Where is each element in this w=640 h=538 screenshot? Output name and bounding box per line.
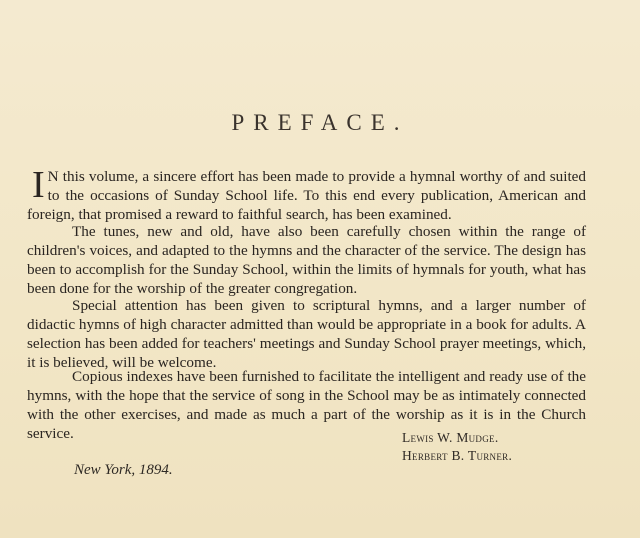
paragraph-4: Copious indexes have been furnished to facilitate the intelligent and ready use of the hymns, with the hope that the service of song in the School may be as intimately connected with the other exercises, and made as much a part of the worship as it is in the Church service. <box>27 368 586 442</box>
paragraph-1 <box>27 164 586 224</box>
place-date: New York, 1894. <box>74 462 173 478</box>
signature-lewis-mudge: Lewis W. Mudge. <box>402 430 499 445</box>
drop-cap: I <box>32 164 45 206</box>
paragraph-1-text: N this volume, a sincere effort has been made to provide a hymnal worthy of and suited to the occasions of Sunday School life. To this end every publication, American and foreign, that promised a reward to faithful search, has been examined. <box>27 168 586 223</box>
paragraph-2: The tunes, new and old, have also been carefully chosen within the range of children's voices, and adapted to the hymns and the character of the service. The design has been to accomplish for the Sunday School, within the limits of hymnals for youth, what has been done for the worship of the greater congregation. <box>27 223 586 297</box>
paragraph-3: Special attention has been given to scriptural hymns, and a larger number of didactic hymns of high character admitted than would be appropriate in a book for adults. A selection has been added for teachers' meetings and Sunday School prayer meetings, which, it is believed, will be welcome. <box>27 297 586 371</box>
signature-herbert-turner: Herbert B. Turner. <box>402 448 513 463</box>
page-title: PREFACE. <box>231 110 409 135</box>
